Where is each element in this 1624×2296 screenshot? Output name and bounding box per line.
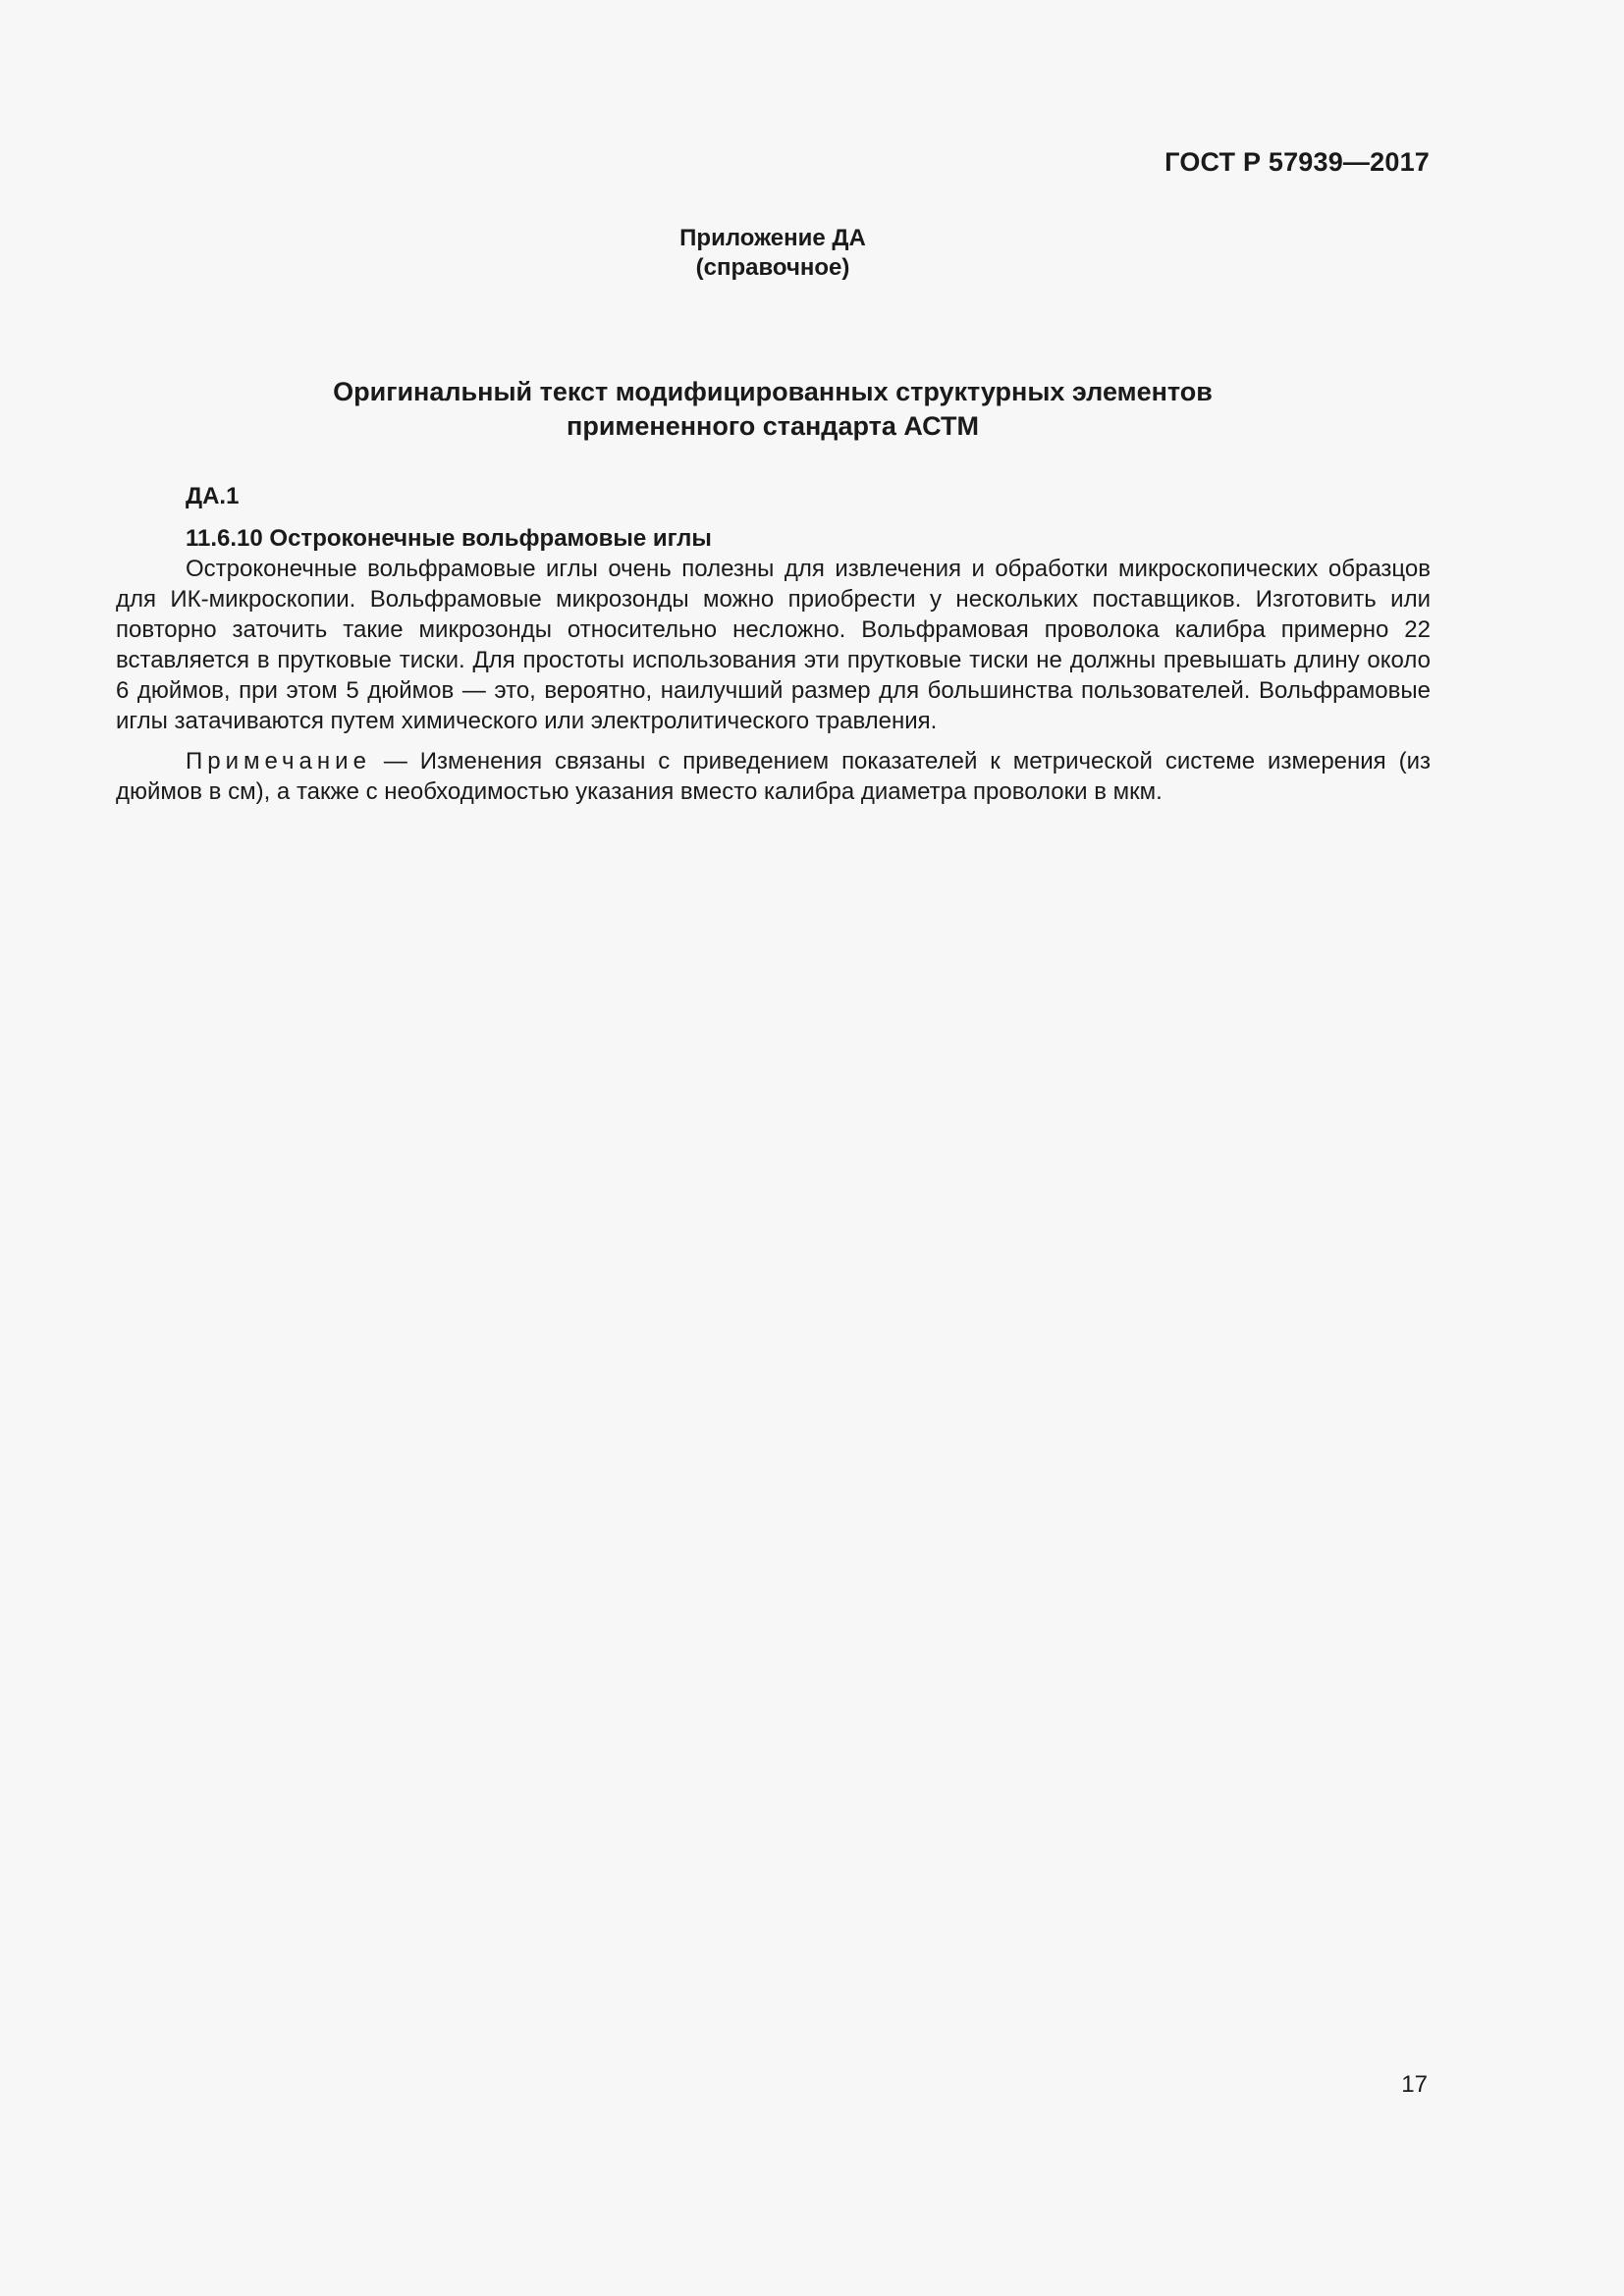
main-title-line-1: Оригинальный текст модифицированных структурных элементов (333, 377, 1213, 406)
note (116, 746, 1431, 807)
appendix-heading (0, 224, 1545, 283)
section-content (116, 481, 1431, 807)
document-code: ГОСТ Р 57939—2017 (1164, 147, 1430, 177)
main-title (0, 375, 1545, 444)
appendix-subtitle: (справочное) (695, 254, 850, 281)
clause-paragraph: Остроконечные вольфрамовые иглы очень полезны для извлечения и обработки микроскопических образцов для ИК-микроскопии. Вольфрамовые микрозонды можно приобрести у нескольких поставщиков. Изготовить или повторно заточить такие микрозонды относительно несложно. Вольфрамовая проволока калибра примерно 22 вставляется в прутковые тиски. Для простоты использования эти прутковые тиски не должны превышать длину около 6 дюймов, при этом 5 дюймов — это, вероятно, наилучший размер для большинства пользователей. Вольфрамовые иглы затачиваются путем химического или электролитического травления. (116, 556, 1431, 734)
appendix-title: Приложение ДА (679, 225, 866, 251)
clause-title: 11.6.10 Остроконечные вольфрамовые иглы (186, 525, 712, 552)
main-title-line-2: примененного стандарта АСТМ (567, 411, 979, 441)
note-text: — Изменения связаны с приведением показателей к метрической системе измерения (из дюймов в см), а также с необходимостью указания вместо калибра диаметра проволоки в мкм. (116, 748, 1431, 805)
note-label: Примечание (186, 748, 371, 774)
section-label: ДА.1 (186, 483, 240, 509)
page-number: 17 (1401, 2071, 1428, 2098)
